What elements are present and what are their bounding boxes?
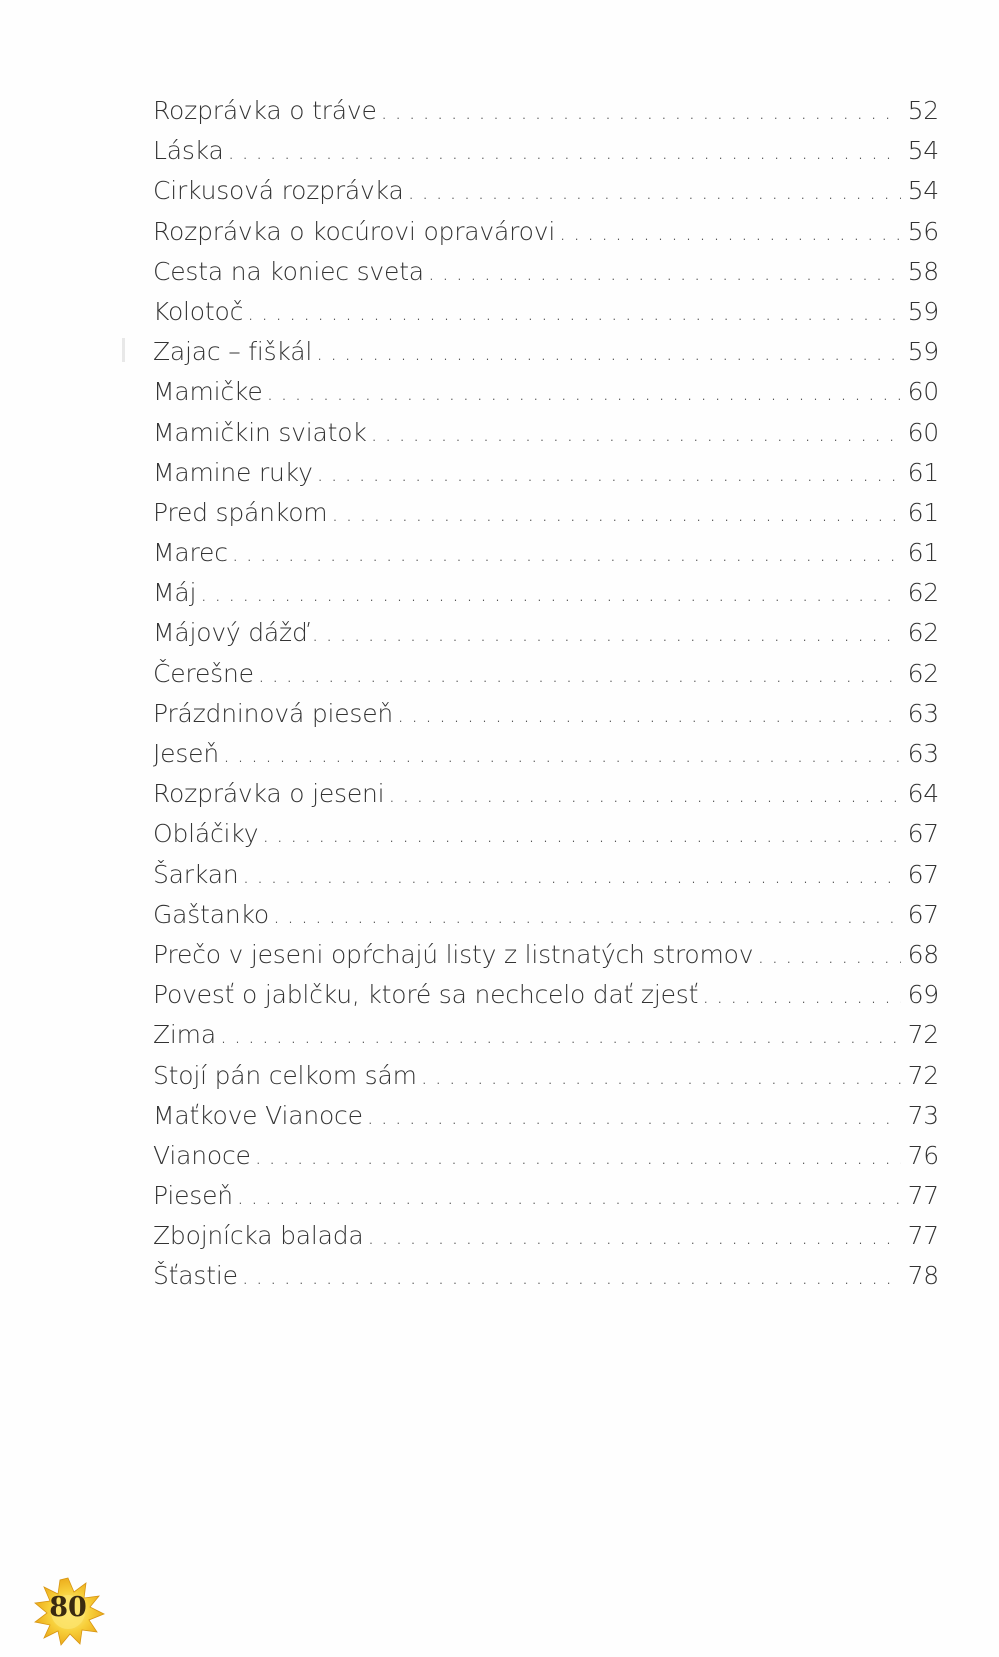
toc-entry bbox=[153, 618, 939, 658]
toc-entry-title: Mamine ruky bbox=[153, 458, 317, 487]
toc-entry-page: 68 bbox=[907, 939, 939, 969]
dot-leader bbox=[371, 422, 901, 447]
toc-entry bbox=[153, 980, 939, 1020]
toc-entry-title: Maťkove Vianoce bbox=[153, 1101, 367, 1130]
toc-entry-page: 64 bbox=[907, 779, 939, 809]
toc-entry-page: 76 bbox=[907, 1140, 939, 1170]
toc-entry bbox=[153, 1061, 939, 1101]
dot-leader bbox=[258, 663, 901, 688]
toc-entry-page: 67 bbox=[907, 819, 939, 849]
toc-entry-page: 78 bbox=[907, 1261, 939, 1291]
dot-leader bbox=[228, 140, 901, 165]
toc-entry-page: 72 bbox=[907, 1020, 939, 1050]
toc-entry bbox=[153, 900, 939, 940]
toc-entry bbox=[153, 1020, 939, 1060]
toc-entry-title: Pieseň bbox=[153, 1181, 237, 1210]
toc-entry-title: Zbojnícka balada bbox=[153, 1221, 368, 1250]
toc-entry bbox=[153, 337, 939, 377]
toc-entry bbox=[153, 96, 939, 136]
toc-entry bbox=[153, 739, 939, 779]
toc-entry bbox=[153, 1141, 939, 1181]
toc-entry-title: Májový dážď bbox=[153, 618, 312, 647]
toc-entry-page: 69 bbox=[907, 980, 939, 1010]
dot-leader bbox=[220, 1024, 901, 1049]
table-of-contents bbox=[153, 96, 939, 1302]
toc-entry bbox=[153, 136, 939, 176]
dot-leader bbox=[368, 1225, 901, 1250]
page-number: 80 bbox=[49, 1592, 87, 1623]
dot-leader bbox=[331, 502, 901, 527]
dot-leader bbox=[312, 622, 901, 647]
toc-entry-page: 63 bbox=[907, 739, 939, 768]
toc-entry-title: Prázdninová pieseň bbox=[153, 699, 397, 728]
toc-entry bbox=[153, 940, 939, 980]
toc-entry-title: Kolotoč bbox=[153, 297, 247, 326]
toc-entry-page: 61 bbox=[907, 457, 939, 487]
toc-entry-page: 67 bbox=[907, 859, 939, 889]
toc-entry bbox=[153, 176, 939, 216]
toc-entry bbox=[153, 578, 939, 618]
toc-entry-title: Cirkusová rozprávka bbox=[153, 176, 408, 205]
dot-leader bbox=[223, 743, 901, 768]
toc-entry bbox=[153, 538, 939, 578]
dot-leader bbox=[316, 341, 901, 366]
toc-entry bbox=[153, 498, 939, 538]
toc-entry bbox=[153, 1221, 939, 1261]
toc-entry-title: Stojí pán celkom sám bbox=[153, 1061, 421, 1090]
toc-entry bbox=[153, 377, 939, 417]
toc-entry-title: Obláčiky bbox=[153, 819, 262, 848]
toc-entry-title: Marec bbox=[153, 538, 232, 567]
toc-entry bbox=[153, 1181, 939, 1221]
toc-entry-page: 54 bbox=[907, 176, 939, 206]
dot-leader bbox=[232, 542, 901, 567]
toc-entry-title: Mamičkin sviatok bbox=[153, 418, 371, 447]
dot-leader bbox=[317, 462, 901, 487]
dot-leader bbox=[267, 381, 901, 406]
toc-entry bbox=[153, 418, 939, 458]
dot-leader bbox=[273, 904, 901, 929]
toc-entry-page: 62 bbox=[907, 658, 939, 688]
toc-entry-title: Rozprávka o tráve bbox=[153, 96, 381, 125]
dot-leader bbox=[242, 864, 901, 889]
toc-entry-title: Vianoce bbox=[153, 1141, 255, 1170]
toc-entry-title: Gaštanko bbox=[153, 900, 273, 929]
toc-entry-title: Jeseň bbox=[153, 739, 223, 768]
dot-leader bbox=[702, 984, 901, 1009]
dot-leader bbox=[421, 1065, 901, 1090]
dot-leader bbox=[242, 1265, 901, 1290]
toc-entry bbox=[153, 257, 939, 297]
toc-entry-title: Rozprávka o jeseni bbox=[153, 779, 388, 808]
toc-entry-title: Povesť o jablčku, ktoré sa nechcelo dať zjesť bbox=[153, 980, 702, 1009]
toc-entry-page: 56 bbox=[907, 216, 939, 246]
toc-entry bbox=[153, 1261, 939, 1301]
page-scuff bbox=[122, 338, 125, 362]
toc-entry-page: 67 bbox=[907, 899, 939, 929]
toc-entry-page: 54 bbox=[907, 136, 939, 166]
toc-entry-page: 60 bbox=[907, 417, 939, 447]
toc-entry-title: Pred spánkom bbox=[153, 498, 331, 527]
dot-leader bbox=[262, 823, 901, 848]
toc-entry-page: 62 bbox=[907, 578, 939, 608]
toc-entry bbox=[153, 659, 939, 699]
toc-entry-title: Prečo v jeseni opŕchajú listy z listnatých stromov bbox=[153, 940, 757, 969]
dot-leader bbox=[428, 261, 901, 286]
page-number-badge bbox=[28, 1574, 108, 1646]
toc-entry-title: Cesta na koniec sveta bbox=[153, 257, 428, 286]
toc-entry-title: Mamičke bbox=[153, 377, 267, 406]
dot-leader bbox=[367, 1105, 901, 1130]
toc-entry bbox=[153, 217, 939, 257]
dot-leader bbox=[408, 180, 901, 205]
toc-entry-page: 77 bbox=[907, 1181, 939, 1211]
toc-entry-page: 59 bbox=[907, 337, 939, 367]
toc-entry bbox=[153, 819, 939, 859]
toc-entry bbox=[153, 699, 939, 739]
dot-leader bbox=[559, 221, 901, 246]
toc-entry-page: 73 bbox=[907, 1100, 939, 1130]
dot-leader bbox=[237, 1185, 901, 1210]
toc-entry bbox=[153, 779, 939, 819]
toc-entry-title: Šťastie bbox=[153, 1261, 242, 1290]
toc-entry-title: Šarkan bbox=[153, 860, 242, 889]
dot-leader bbox=[757, 944, 901, 969]
toc-entry-page: 72 bbox=[907, 1060, 939, 1090]
dot-leader bbox=[397, 703, 901, 728]
dot-leader bbox=[247, 301, 901, 326]
toc-entry-page: 59 bbox=[907, 296, 939, 326]
toc-entry-title: Čerešne bbox=[153, 659, 258, 688]
toc-entry-title: Rozprávka o kocúrovi opravárovi bbox=[153, 217, 559, 246]
toc-entry bbox=[153, 860, 939, 900]
toc-entry bbox=[153, 1101, 939, 1141]
toc-entry-page: 60 bbox=[907, 377, 939, 407]
toc-entry-page: 63 bbox=[907, 698, 939, 728]
toc-entry-page: 62 bbox=[907, 618, 939, 648]
dot-leader bbox=[381, 100, 901, 125]
dot-leader bbox=[388, 783, 901, 808]
dot-leader bbox=[200, 582, 901, 607]
toc-entry-title: Máj bbox=[153, 578, 200, 607]
toc-entry-title: Zajac – fiškál bbox=[153, 337, 316, 366]
toc-entry-page: 58 bbox=[907, 256, 939, 286]
toc-entry-page: 52 bbox=[907, 96, 939, 125]
toc-entry bbox=[153, 297, 939, 337]
toc-entry-title: Láska bbox=[153, 136, 228, 165]
toc-entry-page: 77 bbox=[907, 1221, 939, 1251]
dot-leader bbox=[255, 1145, 901, 1170]
toc-entry-page: 61 bbox=[907, 538, 939, 568]
toc-entry-title: Zima bbox=[153, 1020, 220, 1049]
toc-entry bbox=[153, 458, 939, 498]
toc-entry-page: 61 bbox=[907, 497, 939, 527]
